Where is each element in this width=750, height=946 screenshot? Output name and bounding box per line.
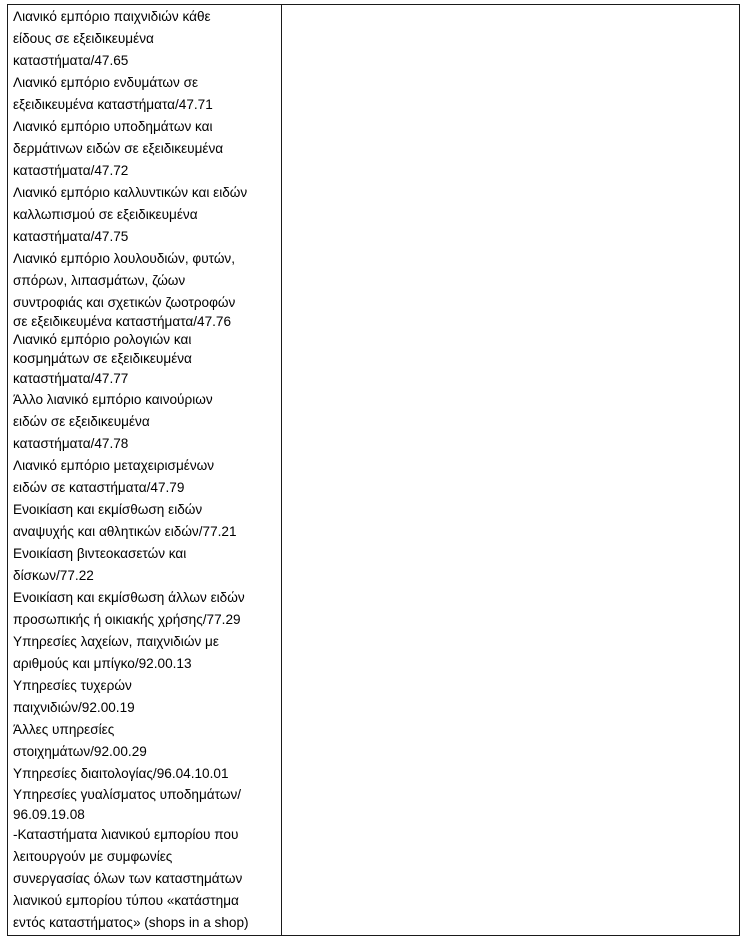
text-line: δερμάτινων ειδών σε εξειδικευμένα <box>13 141 224 156</box>
text-line: Άλλο λιανικό εμπόριο καινούριων <box>13 392 213 407</box>
text-line: καταστήματα/47.75 <box>13 229 129 244</box>
text-line: Λιανικό εμπόριο καλλυντικών και ειδών <box>13 185 248 200</box>
text-line: κοσμημάτων σε εξειδικευμένα <box>13 351 192 366</box>
text-line: εξειδικευμένα καταστήματα/47.71 <box>13 97 213 112</box>
text-line: Λιανικό εμπόριο μεταχειρισμένων <box>13 458 215 473</box>
text-line: καταστήματα/47.78 <box>13 436 129 451</box>
text-line: αριθμούς και μπίγκο/92.00.13 <box>13 656 192 671</box>
text-line: 96.09.19.08 <box>13 806 85 822</box>
text-line: ειδών σε εξειδικευμένα <box>13 414 150 429</box>
text-line: αναψυχής και αθλητικών ειδών/77.21 <box>13 524 237 539</box>
text-line: λιανικού εμπορίου τύπου «κατάστημα <box>13 893 239 908</box>
text-line: Ενοικίαση και εκμίσθωση ειδών <box>13 502 203 517</box>
left-cell <box>8 5 282 935</box>
text-line: Λιανικό εμπόριο υποδημάτων και <box>13 119 213 134</box>
text-line: καταστήματα/47.72 <box>13 163 129 178</box>
text-line: Άλλες υπηρεσίες <box>13 722 115 737</box>
text-line: καλλωπισμού σε εξειδικευμένα <box>13 207 198 222</box>
text-line: καταστήματα/47.77 <box>13 371 129 386</box>
text-line: ειδών σε καταστήματα/47.79 <box>13 480 185 495</box>
text-line: Λιανικό εμπόριο ενδυμάτων σε <box>13 75 199 90</box>
text-line: Ενοικίαση και εκμίσθωση άλλων ειδών <box>13 590 245 605</box>
text-line: Υπηρεσίες τυχερών <box>13 678 132 693</box>
text-line: λειτουργούν με συμφωνίες <box>13 849 173 864</box>
text-line: Λιανικό εμπόριο παιχνιδιών κάθε <box>13 9 211 24</box>
right-cell <box>282 5 739 935</box>
text-line: εντός καταστήματος» (shops in a shop) <box>13 915 249 930</box>
text-line: είδους σε εξειδικευμένα <box>13 31 154 46</box>
text-line: -Καταστήματα λιανικού εμπορίου που <box>13 827 239 842</box>
text-line: συντροφιάς και σχετικών ζωοτροφών <box>13 294 236 310</box>
text-line: δίσκων/77.22 <box>13 568 94 583</box>
text-line: καταστήματα/47.65 <box>13 53 129 68</box>
text-line: Λιανικό εμπόριο λουλουδιών, φυτών, <box>13 251 235 266</box>
text-line: Λιανικό εμπόριο ρολογιών και <box>13 332 192 347</box>
text-line: σε εξειδικευμένα καταστήματα/47.76 <box>13 314 232 329</box>
text-line: στοιχημάτων/92.00.29 <box>13 744 147 759</box>
text-line: Ενοικίαση βιντεοκασετών και <box>13 546 187 561</box>
document-table <box>7 4 740 936</box>
text-line: Υπηρεσίες λαχείων, παιχνιδιών με <box>13 634 219 649</box>
text-line: σπόρων, λιπασμάτων, ζώων <box>13 273 186 288</box>
text-line: προσωπικής ή οικιακής χρήσης/77.29 <box>13 612 241 627</box>
text-line: Υπηρεσίες γυαλίσματος υποδημάτων/ <box>13 787 242 802</box>
text-line: παιχνιδιών/92.00.19 <box>13 700 135 715</box>
text-line: Υπηρεσίες διαιτολογίας/96.04.10.01 <box>13 766 229 781</box>
text-line: συνεργασίας όλων των καταστημάτων <box>13 871 243 886</box>
